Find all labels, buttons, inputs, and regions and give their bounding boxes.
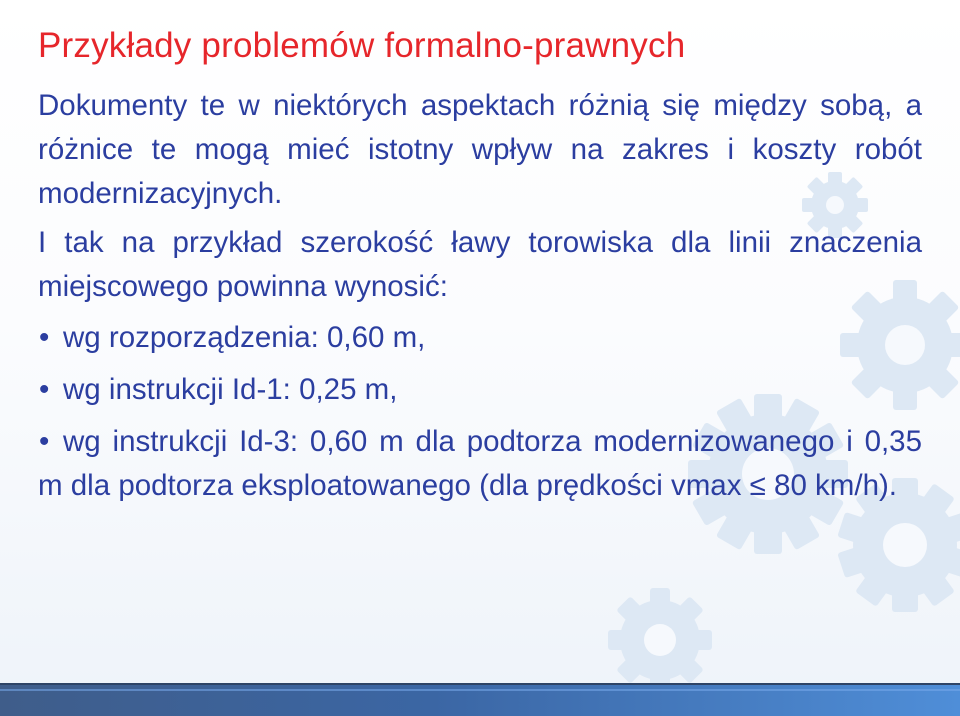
footer-band (0, 683, 960, 716)
list-item-instrukcja-id1: • wg instrukcji Id-1: 0,25 m, (38, 368, 922, 412)
example-paragraph: I tak na przykład szerokość ławy torowiska dla linii znaczenia miejscowego powinna wynosić: (38, 226, 922, 303)
slide-title: Przykłady problemów formalno-prawnych (38, 26, 686, 65)
list-item-instrukcja-id3: • wg instrukcji Id-3: 0,60 m dla podtorza modernizowanego i 0,35 m dla podtorza eksploatowanego (dla prędkości vmax ≤ 80 km/h). (38, 420, 922, 508)
list-item-rozporzadzenie: • wg rozporządzenia: 0,60 m, (38, 316, 922, 360)
intro-paragraph: Dokumenty te w niektórych aspektach różnią się między sobą, a różnice te mogą mieć istotny wpływ na zakres i koszty robót modernizacyjnych. (38, 89, 922, 210)
slide-content (38, 84, 922, 516)
requirements-list (38, 316, 922, 508)
